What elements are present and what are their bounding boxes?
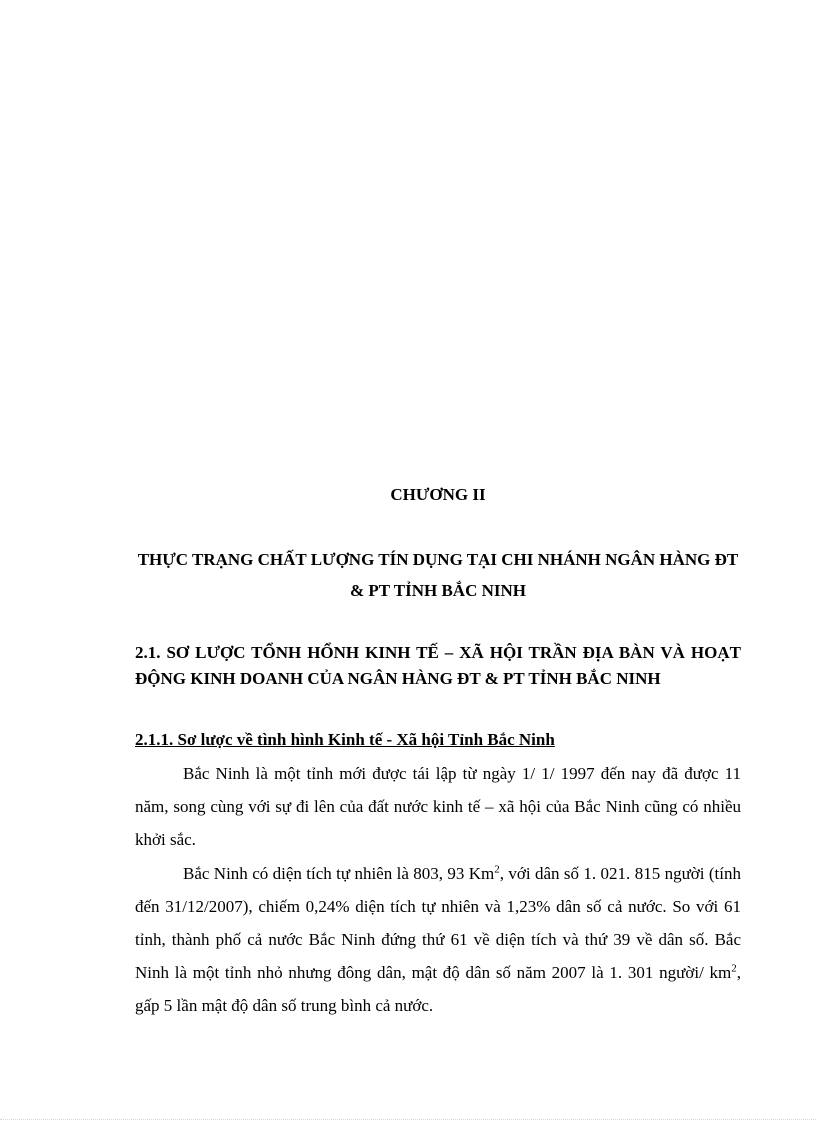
paragraph-2-text-b: , với dân số 1. 021. 815 người (tính đến 31/12/2007), chiếm 0,24% diện tích tự nhiên và 1,23% dân số cả nước. So với 61 tỉnh, thành phố cả nước Bắc Ninh đứng thứ 61 về diện tích và thứ 39 về dân số. Bắc Ninh là một tỉnh nhỏ nhưng đông dân, mật độ dân số năm 2007 là 1. 301 người/ km [135,864,741,982]
page-bottom-divider [0,1119,816,1120]
paragraph-2-text-a: Bắc Ninh có diện tích tự nhiên là 803, 93 Km [183,864,495,883]
paragraph-2 [135,857,741,1022]
superscript-squared: 2 [731,962,737,975]
chapter-title: THỰC TRẠNG CHẤT LƯỢNG TÍN DỤNG TẠI CHI NHÁNH NGÂN HÀNG ĐT & PT TỈNH BẮC NINH [137,550,739,600]
superscript-squared: 2 [494,863,500,876]
section-heading: 2.1. SƠ LƯỢC TỔNH HỔNH KINH TẾ – XÃ HỘI TRẦN ĐỊA BÀN VÀ HOẠT ĐỘNG KINH DOANH CỦA NGÂN HÀNG ĐT & PT TỈNH BẮC NINH [135,643,741,688]
paragraph-2-text-c: , gấp 5 lần mật độ dân số trung bình cả nước. [135,963,741,1015]
paragraph-1: Bắc Ninh là một tỉnh mới được tái lập từ ngày 1/ 1/ 1997 đến nay đã được 11 năm, song cùng với sự đi lên của đất nước kinh tế – xã hội của Bắc Ninh cũng có nhiều khởi sắc. [135,764,741,849]
subsection-heading: 2.1.1. Sơ lược về tình hình Kinh tế - Xã hội Tỉnh Bắc Ninh [135,730,555,749]
chapter-label: CHƯƠNG II [390,485,486,504]
